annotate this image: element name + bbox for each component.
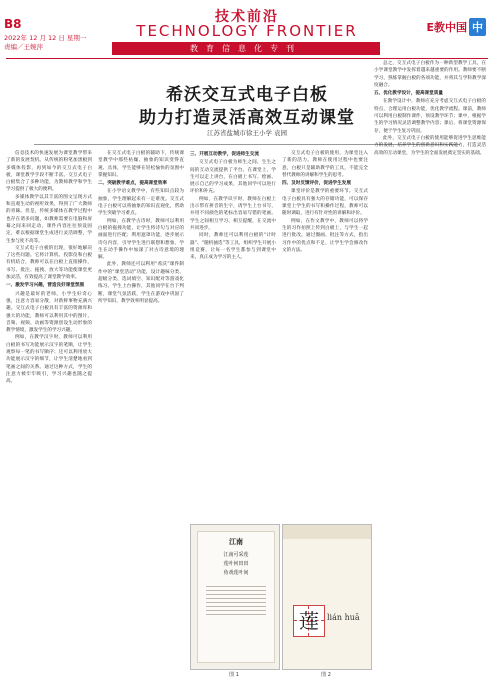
left-margin	[6, 64, 30, 144]
chinese-character: 莲	[299, 609, 319, 633]
document-line-1: 江南可采莲	[223, 552, 249, 558]
paragraph: 在小学语文教学中，有些知识点较为抽象，学生理解起来有一定难度。交互式电子白板可以将抽象的知识直观化，帮助学生突破学习难点。	[98, 189, 184, 217]
document-lines	[198, 551, 274, 578]
document-filler-lines	[206, 586, 266, 615]
logo-text: E教中国	[426, 21, 467, 34]
paragraph: 信息技术的快速发展为课堂教学带来了新的发展契机。从传统的粉笔加黑板到多媒体投影，再到如今的交互式电子白板，课堂教学手段不断丰富。交互式电子白板集合了多种功能，为教师教学和学生学习提供了极大的便利。	[6, 151, 92, 193]
document-page	[197, 531, 275, 663]
article-column-5	[374, 60, 486, 690]
document-line-2: 莲叶何田田	[223, 561, 249, 567]
paragraph: 五、优化教学设计，提高课堂质量	[374, 91, 443, 97]
paragraph: 交互式电子白板为师生之间、生生之间的互动交流提供了平台。在课堂上，学生可以走上讲台，在白板上书写、绘画、展示自己的学习成果，其他同学可以进行评价和补充。	[190, 160, 276, 195]
headline-line-2: 助力打造灵活高效互动课堂	[139, 108, 355, 128]
special-edition-bar: 教育信息化专刊	[112, 42, 380, 55]
article-column-3	[190, 150, 276, 518]
figure-1-caption: 图 1	[229, 672, 239, 678]
document-heading: 江南	[229, 538, 243, 546]
section-title-cn: 技术前沿	[215, 9, 279, 25]
paragraph: 总之，交互式电子白板作为一种新型教学工具，在小学课堂教学中发挥着越来越重要的作用。教师要不断学习，熟练掌握白板的各项功能，并将其与学科教学深度融合。	[374, 61, 486, 88]
byline: 江苏省盐城市徐王小学 袁园	[206, 129, 288, 137]
paragraph: 在教学设计中，教师应充分考虑交互式电子白板的特点，合理运用白板功能，优化教学流程。课前，教师可以利用白板制作课件，预设教学环节；课中，根据学生的学习情况灵活调整教学内容；课后，将课堂资源保存，便于学生复习巩固。	[374, 99, 486, 134]
paragraph: 例如，在教学汉字时，教师可以利用白板的书写功能展示汉字的笔顺，让学生观察每一笔的书写顺序；还可以利用放大功能展示汉字的细节，让学生清楚地看到笔画之间的关系。通过这种方式，学生的注意力被牢牢吸引，学习兴趣也随之提高。	[6, 335, 92, 385]
paragraph: 一、激发学习兴趣，营造良好课堂氛围	[6, 283, 85, 289]
paragraph: 例如，在作文教学中，教师可以将学生的习作拍照上传到白板上，与学生一起进行批改。通过圈画、批注等方式，指出习作中的优点和不足，让学生学会修改作文的方法。	[282, 218, 368, 253]
paragraph: 例如，在教学识字时，教师在白板上出示带有拼音的生字，请学生上台书写，并用不同颜色的笔标出容易写错的笔画。学生之间相互学习、相互提醒，在交流中共同进步。	[190, 196, 276, 231]
page-number: B8	[4, 17, 22, 31]
paragraph: 兴趣是最好的老师。小学生好奇心强，注意力容易分散，对新鲜事物充满兴趣。交互式电子白板具有丰富的资源库和强大的功能，教师可以利用其中的图片、音频、视频、动画等资源创设生动形象的教学情境，激发学生的学习兴趣。	[6, 291, 92, 334]
whiteboard-toolbar	[283, 525, 371, 539]
paragraph: 例如，在教学古诗时，教师可以利用白板的拖拽功能，让学生将诗句与对应的画面进行匹配；利用遮罩功能，逐步展示诗句内容，引导学生进行联想和想象。学生在动手操作中加深了对古诗意境的理解。	[98, 218, 184, 261]
paragraph: 二、突破教学难点，提高课堂效率	[98, 181, 167, 187]
article-column-1	[6, 150, 92, 690]
paragraph: 此外，交互式电子白板的使用能够促进学生思维能力的发展，培养学生的创新意识和实践能力，打造灵活高效的互动课堂，为学生的全面发展奠定坚实的基础。	[374, 135, 486, 156]
paragraph: 课堂评价是教学的重要环节。交互式电子白板具有强大的存储功能，可以保存课堂上学生的书写和操作过程，教师可以随时调取，进行有针对性的讲解和评价。	[282, 189, 368, 217]
newspaper-header	[0, 0, 494, 62]
paragraph: 交互式电子白板的使用，为课堂注入了新的活力。教师在使用过程中也要注意，白板只是辅助教学的工具，不能完全替代教师的讲解和学生的思考。	[282, 151, 368, 178]
paragraph: 多媒体教学以其丰富的图文呈现方式和直观生动的视听效果，得到了广大教师的青睐。但是，传统多媒体在教学过程中也存在诸多问题，如教师需要在电脑和屏幕之间来回走动，课件内容往往预设固定，难以根据课堂生成进行灵活调整，学生参与度不高等。	[6, 194, 92, 244]
paragraph: 在交互式电子白板的辅助下，传统课堂教学中那些枯燥、抽象的知识变得直观、具体，学生能够在轻松愉快的氛围中掌握知识。	[98, 151, 184, 178]
figure-2-caption: 图 2	[321, 672, 331, 678]
paragraph: 三、开展互动教学，促进师生交流	[190, 152, 259, 157]
figure-2-screenshot	[282, 524, 372, 670]
paragraph: 此外，教师还可以利用“希沃”课件制作中的“课堂活动”功能，设计趣味分类、超级分类、选词填空、知识配对等游戏化练习。学生上台操作，其他同学在台下判断，课堂气氛活跃，学生在游戏中巩固了所学知识，教学效率明显提高。	[98, 262, 184, 304]
document-line-3: 鱼戏莲叶间	[223, 570, 249, 576]
newspaper-logo	[426, 18, 486, 36]
article-column-4	[282, 150, 368, 518]
article-column-2	[98, 150, 184, 690]
header-divider	[6, 58, 488, 59]
tianzige-grid	[293, 605, 325, 637]
figure-1-screenshot	[190, 524, 280, 670]
issue-date: 2022年 12 月 12 日 星期一	[4, 34, 87, 42]
headline-line-1: 希沃交互式电子白板	[166, 85, 328, 105]
paragraph: 交互式电子白板的出现，很好地解决了这些问题。它将计算机、投影仪和白板有机结合，教师可以在白板上直接操作，书写、批注、拖拽、放大等功能使课堂更加灵活，有效提高了课堂教学效率。	[6, 245, 92, 281]
section-title-en: TECHNOLOGY FRONTIER	[136, 22, 358, 40]
logo-badge: 中	[469, 18, 486, 36]
paragraph: 四、及时反馈评价，促进学生发展	[282, 181, 351, 187]
editor-credit: 责编／王婉萍	[4, 43, 43, 51]
paragraph: 同时，教师还可以利用白板的“计时器”、“随机抽选”等工具，组织学生开展小组竞赛，让每一名学生都参与到课堂中来，真正成为学习的主人。	[190, 233, 276, 261]
pinyin-label: lián huā	[327, 613, 360, 622]
